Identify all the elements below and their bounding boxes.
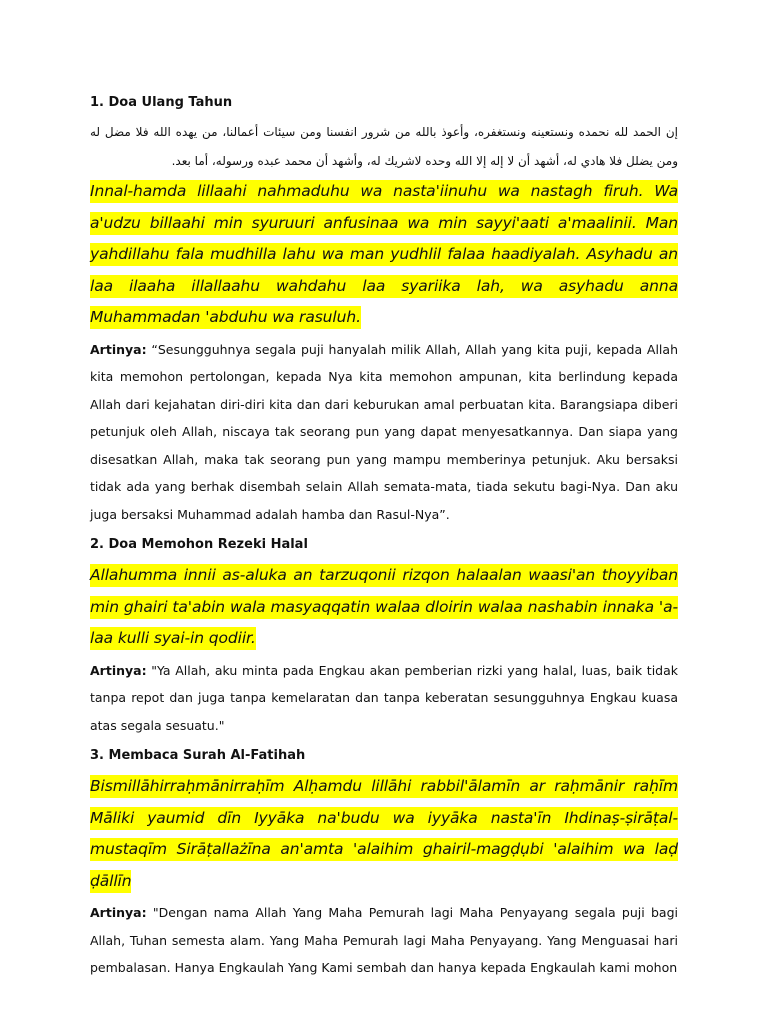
meaning-paragraph (90, 336, 678, 529)
arabic-text: إن الحمد لله نحمده ونستعينه ونستغفره، وأعوذ بالله من شرور انفسنا ومن سيئات أعمالنا، من يهده الله فلا مضل له ومن يضلل فلا هادي له، أشهد أن لا إله إلا الله وحده لاشريك له، وأشهد أن محمد عبده ورسوله، أما بعد. (90, 125, 678, 168)
meaning-label: Artinya: (90, 341, 147, 357)
section-heading-al-fatihah: 3. Membaca Surah Al-Fatihah (90, 748, 306, 763)
meaning-paragraph (90, 899, 678, 982)
meaning-label: Artinya: (90, 905, 147, 920)
meaning-text: "Dengan nama Allah Yang Maha Pemurah lagi Maha Penyayang segala puji bagi Allah, Tuhan semesta alam. Yang Maha Pemurah lagi Maha Penyayang. Yang Menguasai hari pembalasan. Hanya Engkaulah Yang Kami sembah dan hanya kepada Engkaulah kami mohon (90, 905, 678, 975)
transliteration-paragraph (90, 176, 678, 334)
transliteration-paragraph (90, 771, 678, 897)
meaning-text: “Sesungguhnya segala puji hanyalah milik Allah, Allah yang kita puji, kepada Allah kita memohon pertolongan, kepada Nya kita memohon ampunan, kita berlindung kepada Allah dari kejahatan diri-diri kita dan dari keburukan amal perbuatan kita. Barangsiapa diberi petunjuk oleh Allah, niscaya tak seorang pun yang dapat menyesatkannya. Dan siapa yang disesatkan Allah, maka tak seorang pun yang mampu memberinya petunjuk. Aku bersaksi tidak ada yang berhak disembah selain Allah semata-mata, tiada sekutu bagi-Nya. Dan aku juga bersaksi Muhammad adalah hamba dan Rasul-Nya”. (90, 341, 678, 522)
section-heading-doa-rezeki-halal: 2. Doa Memohon Rezeki Halal (90, 537, 308, 552)
highlighted-transliteration: Innal-hamda lillaahi nahmaduhu wa nasta'iinuhu wa nastagh firuh. Wa a'udzu billaahi min syuruuri anfusinaa wa min sayyi'aati a'maalinii. Man yahdillahu fala mudhilla lahu wa man yudhlil falaa haadiyalah. Asyhadu an laa ilaaha illallaahu wahdahu laa syariika lah, wa asyhadu anna Muhammadan 'abduhu wa rasuluh. (90, 180, 678, 329)
section-heading-doa-ulang-tahun: 1. Doa Ulang Tahun (90, 95, 233, 110)
document-page (90, 88, 678, 984)
meaning-paragraph (90, 657, 678, 740)
highlighted-transliteration: Bismillāhirraḥmānirraḥīm Alḥamdu lillāhi rabbil'ālamīn ar raḥmānir raḥīm Māliki yaumid dīn Iyyāka na'budu wa iyyāka nasta'īn Ihdinaṣ-ṣirāṭal-mustaqīm Sirāṭallażīna an'amta 'alaihim ghairil-magḍụbi 'alaihim wa laḍ ḍāllīn (90, 775, 678, 893)
meaning-label: Artinya: (90, 662, 147, 678)
highlighted-transliteration: Allahumma innii as-aluka an tarzuqonii rizqon halaalan waasi'an thoyyiban min ghairi ta'abin wala masyaqqatin walaa dloirin walaa nashabin innaka 'a-laa kulli syai-in qodiir. (90, 564, 678, 650)
meaning-text: "Ya Allah, aku minta pada Engkau akan pemberian rizki yang halal, luas, baik tidak tanpa repot dan juga tanpa kemelaratan dan tanpa keberatan sesungguhnya Engkau kuasa atas segala sesuatu." (90, 662, 678, 733)
transliteration-paragraph (90, 560, 678, 655)
